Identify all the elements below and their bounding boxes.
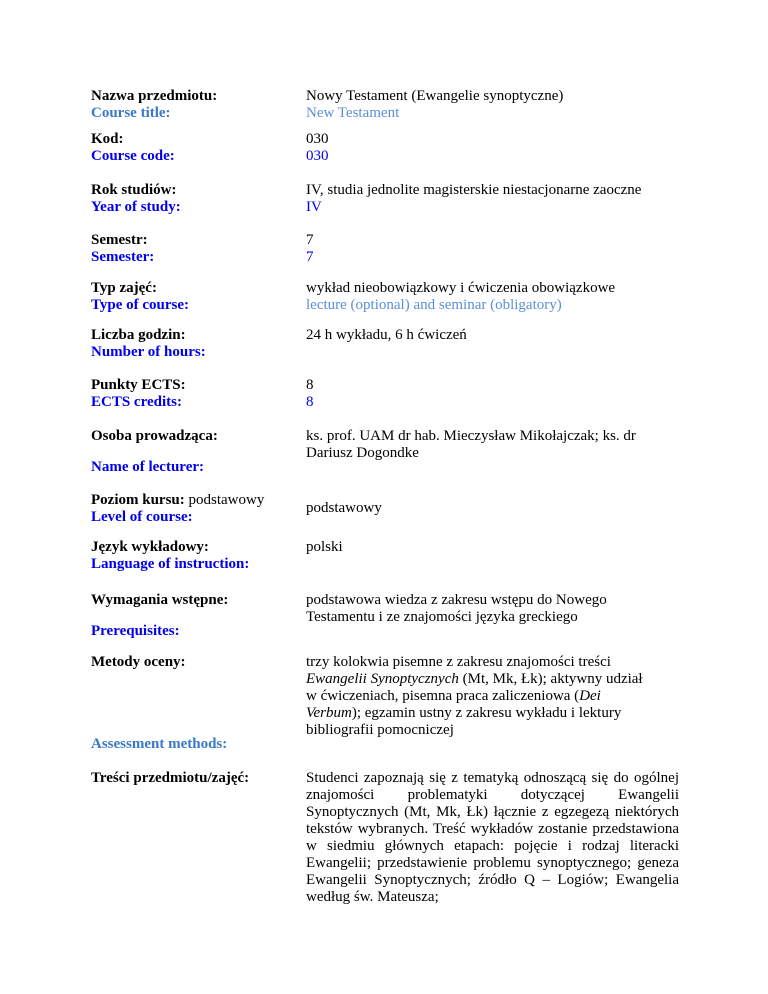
label-pl: Liczba godzin:	[91, 327, 186, 343]
assessment-text-4: ); egzamin ustny z zakresu wykładu i lektury	[351, 705, 622, 721]
value-pl: Nowy Testament (Ewangelie synoptyczne)	[306, 88, 564, 104]
label-en: Course code:	[91, 148, 175, 164]
value-en: 7	[306, 249, 314, 265]
value-pl: 8	[306, 377, 314, 393]
label-en: Language of instruction:	[91, 556, 250, 572]
assessment-line-1: trzy kolokwia pisemne z zakresu znajomości treści	[306, 654, 611, 670]
label-pl: Poziom kursu:	[91, 492, 185, 508]
value-en: New Testament	[306, 105, 400, 121]
label-en: Course title:	[91, 105, 171, 121]
label-pl: Treści przedmiotu/zajęć:	[91, 770, 250, 786]
label-pl: Typ zajęć:	[91, 280, 157, 296]
label-en: Assessment methods:	[91, 736, 228, 752]
label-en: Semester:	[91, 249, 155, 265]
label-pl: Język wykładowy:	[91, 539, 209, 555]
value-en: 030	[306, 148, 329, 164]
assessment-text-2: (Mt, Mk, Łk); aktywny udział	[458, 671, 643, 687]
label-pl: Rok studiów:	[91, 182, 177, 198]
assessment-italic-1: Ewangelii Synoptycznych	[306, 671, 459, 687]
value-pl: IV, studia jednolite magisterskie niestacjonarne zaoczne	[306, 182, 642, 198]
label-en: Type of course:	[91, 297, 190, 313]
assessment-italic-3: Verbum	[306, 705, 352, 721]
assessment-italic-2: Dei	[579, 688, 601, 704]
value-pl: podstawowy	[306, 500, 382, 516]
assessment-text-3: w ćwiczeniach, pisemna praca zaliczeniowa (	[306, 688, 580, 704]
value-pl: 7	[306, 232, 314, 248]
label-pl: Semestr:	[91, 232, 148, 248]
assessment-line-2	[306, 671, 680, 688]
value-pl: polski	[306, 539, 343, 555]
label-pl: Punkty ECTS:	[91, 377, 186, 393]
value-pl: ks. prof. UAM dr hab. Mieczysław Mikołajczak; ks. dr Dariusz Dogondke	[306, 428, 636, 461]
label-en: Level of course:	[91, 509, 193, 525]
value-pl: podstawowa wiedza z zakresu wstępu do Nowego Testamentu i ze znajomości języka greckiego	[306, 592, 607, 625]
value-pl: 030	[306, 131, 329, 147]
label-pl-extra: podstawowy	[188, 492, 265, 508]
value-pl: 24 h wykładu, 6 h ćwiczeń	[306, 327, 467, 343]
value-en: IV	[306, 199, 322, 215]
label-pl: Nazwa przedmiotu:	[91, 88, 218, 104]
label-en: ECTS credits:	[91, 394, 182, 410]
label-en: Prerequisites:	[91, 623, 180, 639]
label-pl: Metody oceny:	[91, 654, 186, 670]
label-pl: Kod:	[91, 131, 124, 147]
value-pl: wykład nieobowiązkowy i ćwiczenia obowiązkowe	[306, 280, 616, 296]
assessment-line-4	[306, 705, 680, 722]
value-en: 8	[306, 394, 314, 410]
label-en: Name of lecturer:	[91, 459, 204, 475]
assessment-line-3	[306, 688, 680, 705]
label-pl: Osoba prowadząca:	[91, 428, 218, 444]
label-en: Number of hours:	[91, 344, 206, 360]
value-pl: Studenci zapoznają się z tematyką odnoszącą się do ogólnej znajomości problematyki dotyczącej Ewangelii Synoptycznych (Mt, Mk, Łk) łącznie z egzegezą niektórych tekstów wybranych. Treść wykładów zostanie przedstawiona w siedmiu głównych etapach: pojęcie i rodzaj literacki Ewangelii; przedstawienie problemu synoptycznego; geneza Ewangelii Synoptycznych; źródło Q – Logiów; Ewangelia według św. Mateusza;	[306, 770, 679, 905]
assessment-line-5: bibliografii pomocniczej	[306, 722, 454, 738]
value-en: lecture (optional) and seminar (obligatory)	[306, 297, 562, 313]
label-en: Year of study:	[91, 199, 181, 215]
label-pl: Wymagania wstępne:	[91, 592, 229, 608]
